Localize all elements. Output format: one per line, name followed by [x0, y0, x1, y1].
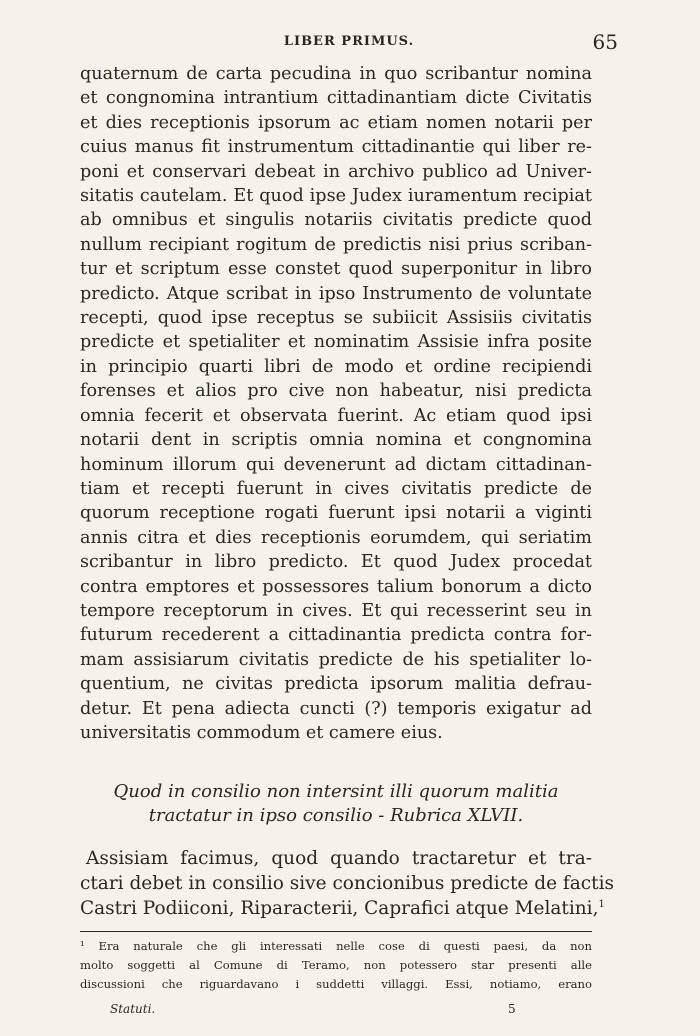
text-line: scribantur in libro predicto. Et quod Judex procedat: [80, 552, 592, 573]
rubric-heading: [80, 780, 592, 828]
rubric-line: tractatur in ipso consilio - Rubrica XLVII.: [148, 805, 524, 826]
running-title: LIBER PRIMUS.: [283, 34, 415, 49]
text-line: nullum recipiant rogitum de predictis nisi prius scriban-: [80, 234, 592, 255]
signature-number: 5: [508, 1002, 516, 1016]
text-line: quaternum de carta pecudina in quo scribantur nomina: [80, 64, 592, 84]
text-line: universitatis commodum et camere eius.: [80, 722, 443, 743]
text-line: predicte et spetialiter et nominatim Assisie infra posite: [80, 332, 592, 353]
text-line: quentium, ne civitas predicta ipsorum malitia defrau-: [80, 674, 592, 695]
text-line: annis citra et dies receptionis eorumdem, qui seriatim: [80, 527, 592, 548]
second-paragraph: [80, 846, 615, 921]
text-line: forenses et alios pro cive non habeatur, nisi predicta: [80, 381, 592, 402]
running-head: [80, 30, 618, 54]
text-line: tiam et recepti fuerunt in cives civitatis predicte de: [80, 478, 592, 499]
text-line: sitatis cautelam. Et quod ipse Judex iuramentum recipiat: [80, 186, 592, 207]
text-line: tur et scriptum esse constet quod superponitur in libro: [80, 259, 592, 280]
text-line: mam assisiarum civitatis predicte de his spetialiter lo-: [80, 649, 592, 670]
text-line: et dies receptionis ipsorum ac etiam nomen notarii per: [80, 112, 592, 133]
text-line: omnia fecerit et observata fuerint. Ac etiam quod ipsi: [80, 405, 592, 426]
text-line: in principio quarti libri de modo et ordine recipiendi: [80, 356, 592, 377]
text-line: et congnomina intrantium cittadinantiam dicte Civitatis: [80, 88, 592, 109]
text-line: predicto. Atque scribat in ipso Instrumento de voluntate: [80, 283, 592, 304]
rubric-line: Quod in consilio non intersint illi quorum malitia: [113, 781, 559, 802]
text-line: contra emptores et possessores talium bonorum a dicto: [80, 576, 592, 597]
footnote-line: ¹ Era naturale che gli interessati nelle cose di questi paesi, da non: [80, 939, 592, 953]
signature-mark: Statuti.: [110, 1002, 156, 1016]
main-paragraph: [80, 62, 592, 745]
footnote: [80, 937, 592, 994]
footnote-line: molto soggetti al Comune di Teramo, non potessero star presenti alle: [80, 958, 592, 972]
footnote-line: discussioni che riguardavano i suddetti villaggi. Essi, notiamo, erano: [80, 977, 592, 991]
text-line: detur. Et pena adiecta cuncti (?) temporis exigatur ad: [80, 698, 592, 719]
text-line: notarii dent in scriptis omnia nomina et congnomina: [80, 430, 592, 451]
text-line: ctari debet in consilio sive concionibus predicte de factis: [80, 873, 615, 894]
text-line: cuius manus fit instrumentum cittadinantie qui liber re-: [80, 137, 592, 158]
text-line: tempore receptorum in cives. Et qui recesserint seu in: [80, 600, 592, 621]
text-line: hominum illorum qui devenerunt ad dictam cittadinan-: [80, 454, 592, 475]
page-number: 65: [592, 30, 618, 54]
text-line: futurum recederent a cittadinantia predicta contra for-: [80, 625, 592, 646]
text-line: ab omnibus et singulis notariis civitatis predicte quod: [80, 210, 592, 231]
text-line: quorum receptione rogati fuerunt ipsi notarii a viginti: [80, 503, 592, 524]
footnote-marker: 1: [598, 898, 605, 910]
text-line: recepti, quod ipse receptus se subiicit Assisiis civitatis: [80, 308, 592, 329]
text-line: poni et conservari debeat in archivo publico ad Univer-: [80, 161, 592, 182]
text-line: Assisiam facimus, quod quando tractaretur et tra-: [86, 848, 592, 869]
text-line: [80, 896, 605, 921]
footnote-rule: [80, 931, 592, 932]
text-line-content: Castri Podiiconi, Riparacterii, Caprafici atque Melatini,: [80, 898, 599, 919]
